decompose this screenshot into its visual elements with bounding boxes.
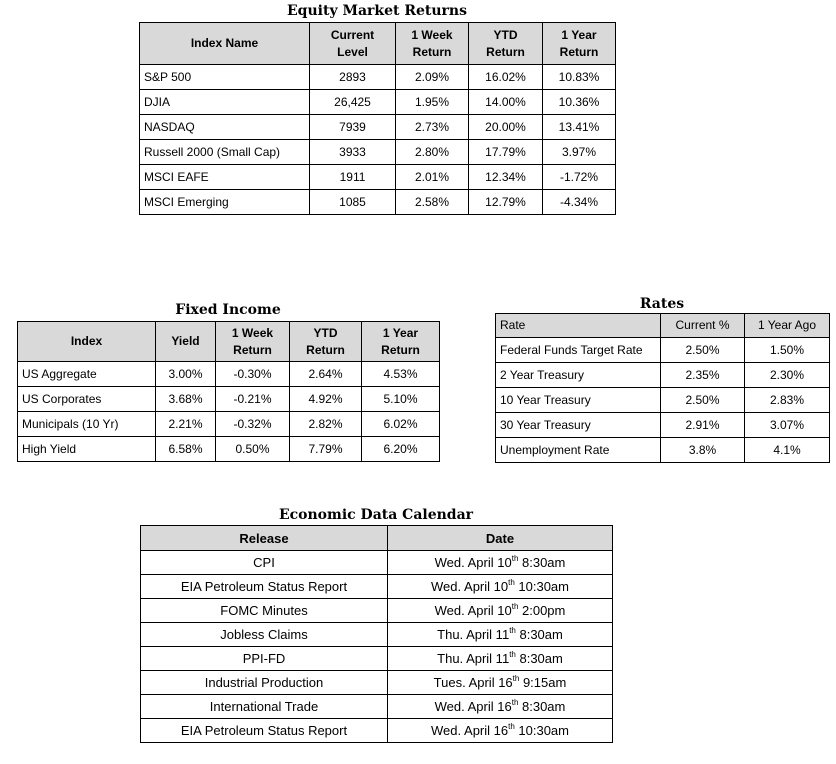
time-text: 8:30am [518, 555, 566, 570]
time-text: 8:30am [515, 651, 563, 666]
header-current: Current % [661, 314, 745, 338]
value-cell: 1.95% [396, 90, 469, 115]
value-cell: 3.97% [543, 140, 616, 165]
value-cell: -0.32% [216, 412, 290, 437]
value-cell: 2.82% [290, 412, 362, 437]
value-cell: 4.1% [745, 438, 830, 463]
table-row [140, 90, 616, 115]
header-1-year-return: 1 Year Return [543, 23, 616, 65]
value-cell: -1.72% [543, 165, 616, 190]
release-cell: Jobless Claims [141, 623, 388, 647]
value-cell: 12.79% [469, 190, 543, 215]
rates-table [495, 313, 830, 463]
index-name-cell: NASDAQ [140, 115, 310, 140]
value-cell: 6.02% [362, 412, 440, 437]
header-release: Release [141, 526, 388, 551]
value-cell: 14.00% [469, 90, 543, 115]
date-suffix: th [511, 697, 519, 707]
table-row [141, 719, 613, 743]
rates-title: Rates [639, 296, 685, 312]
date-cell [388, 623, 613, 647]
date-text: Thu. April 11 [437, 651, 510, 666]
value-cell: 4.53% [362, 362, 440, 387]
time-text: 2:00pm [518, 603, 566, 618]
value-cell: 7.79% [290, 437, 362, 462]
value-cell: 3.00% [156, 362, 216, 387]
date-suffix: th [511, 553, 519, 563]
time-text: 8:30am [515, 627, 563, 642]
index-cell: Municipals (10 Yr) [18, 412, 156, 437]
value-cell: 3933 [310, 140, 396, 165]
value-cell: 16.02% [469, 65, 543, 90]
table-row [141, 575, 613, 599]
value-cell: 6.58% [156, 437, 216, 462]
index-name-cell: MSCI EAFE [140, 165, 310, 190]
table-row [496, 438, 830, 463]
value-cell: 2.83% [745, 388, 830, 413]
fixed-income-title: Fixed Income [175, 302, 281, 318]
date-text: Wed. April 10 [431, 579, 509, 594]
table-row [141, 647, 613, 671]
date-suffix: th [508, 577, 515, 587]
value-cell: 2.09% [396, 65, 469, 90]
date-text: Tues. April 16 [433, 675, 513, 690]
value-cell: 2.91% [661, 413, 745, 438]
table-row [496, 338, 830, 363]
rate-name-cell: Unemployment Rate [496, 438, 661, 463]
table-row [18, 412, 440, 437]
table-row [18, 362, 440, 387]
value-cell: 0.50% [216, 437, 290, 462]
index-name-cell: Russell 2000 (Small Cap) [140, 140, 310, 165]
value-cell: 3.68% [156, 387, 216, 412]
index-cell: High Yield [18, 437, 156, 462]
header-1-week-return: 1 Week Return [396, 23, 469, 65]
value-cell: 7939 [310, 115, 396, 140]
value-cell: 3.07% [745, 413, 830, 438]
table-row [140, 140, 616, 165]
header-current-level: Current Level [310, 23, 396, 65]
calendar-title: Economic Data Calendar [278, 507, 474, 523]
header-1-year-ago: 1 Year Ago [745, 314, 830, 338]
rate-name-cell: 10 Year Treasury [496, 388, 661, 413]
release-cell: CPI [141, 551, 388, 575]
index-name-cell: MSCI Emerging [140, 190, 310, 215]
release-cell: EIA Petroleum Status Report [141, 719, 388, 743]
date-text: Wed. April 16 [434, 699, 512, 714]
value-cell: -0.30% [216, 362, 290, 387]
release-cell: Industrial Production [141, 671, 388, 695]
value-cell: 2.64% [290, 362, 362, 387]
table-row [141, 623, 613, 647]
release-cell: PPI-FD [141, 647, 388, 671]
date-suffix: th [509, 649, 516, 659]
value-cell: 5.10% [362, 387, 440, 412]
table-row [140, 190, 616, 215]
date-cell [388, 647, 613, 671]
value-cell: 13.41% [543, 115, 616, 140]
time-text: 9:15am [519, 675, 567, 690]
value-cell: 20.00% [469, 115, 543, 140]
time-text: 10:30am [514, 723, 569, 738]
header-1-week-return: 1 Week Return [216, 322, 290, 362]
index-cell: US Corporates [18, 387, 156, 412]
date-suffix: th [511, 601, 519, 611]
value-cell: 26,425 [310, 90, 396, 115]
value-cell: 1911 [310, 165, 396, 190]
index-name-cell: S&P 500 [140, 65, 310, 90]
date-text: Wed. April 10 [434, 555, 512, 570]
value-cell: 2.35% [661, 363, 745, 388]
value-cell: -4.34% [543, 190, 616, 215]
table-row [141, 551, 613, 575]
value-cell: 6.20% [362, 437, 440, 462]
header-index-name: Index Name [140, 23, 310, 65]
date-cell [388, 719, 613, 743]
release-cell: International Trade [141, 695, 388, 719]
table-row [141, 599, 613, 623]
date-cell [388, 695, 613, 719]
date-suffix: th [512, 673, 520, 683]
index-cell: US Aggregate [18, 362, 156, 387]
table-row [18, 387, 440, 412]
value-cell: 3.8% [661, 438, 745, 463]
date-text: Thu. April 11 [437, 627, 510, 642]
header-1-year-return: 1 Year Return [362, 322, 440, 362]
table-row [141, 671, 613, 695]
table-row [140, 165, 616, 190]
value-cell: 4.92% [290, 387, 362, 412]
value-cell: 2.01% [396, 165, 469, 190]
index-name-cell: DJIA [140, 90, 310, 115]
value-cell: 2.21% [156, 412, 216, 437]
date-suffix: th [509, 625, 516, 635]
table-row [496, 413, 830, 438]
header-ytd-return: YTD Return [290, 322, 362, 362]
date-cell [388, 551, 613, 575]
date-suffix: th [508, 721, 515, 731]
value-cell: 2.58% [396, 190, 469, 215]
value-cell: 1.50% [745, 338, 830, 363]
value-cell: 2.73% [396, 115, 469, 140]
release-cell: EIA Petroleum Status Report [141, 575, 388, 599]
table-row [140, 115, 616, 140]
header-index: Index [18, 322, 156, 362]
value-cell: 1085 [310, 190, 396, 215]
date-cell [388, 671, 613, 695]
value-cell: 2.50% [661, 338, 745, 363]
value-cell: 2.30% [745, 363, 830, 388]
value-cell: 10.83% [543, 65, 616, 90]
value-cell: 2.80% [396, 140, 469, 165]
rate-name-cell: Federal Funds Target Rate [496, 338, 661, 363]
fixed-income-table [17, 321, 440, 462]
time-text: 8:30am [518, 699, 566, 714]
value-cell: 2893 [310, 65, 396, 90]
equity-table [139, 22, 616, 215]
header-yield: Yield [156, 322, 216, 362]
value-cell: 17.79% [469, 140, 543, 165]
header-ytd-return: YTD Return [469, 23, 543, 65]
value-cell: 2.50% [661, 388, 745, 413]
rate-name-cell: 30 Year Treasury [496, 413, 661, 438]
table-row [140, 65, 616, 90]
calendar-table [140, 525, 613, 743]
table-row [18, 437, 440, 462]
header-date: Date [388, 526, 613, 551]
value-cell: 10.36% [543, 90, 616, 115]
time-text: 10:30am [514, 579, 569, 594]
date-cell [388, 599, 613, 623]
table-row [496, 363, 830, 388]
table-row [496, 388, 830, 413]
value-cell: 12.34% [469, 165, 543, 190]
release-cell: FOMC Minutes [141, 599, 388, 623]
date-cell [388, 575, 613, 599]
value-cell: -0.21% [216, 387, 290, 412]
header-rate: Rate [496, 314, 661, 338]
equity-title: Equity Market Returns [287, 3, 467, 19]
date-text: Wed. April 16 [431, 723, 509, 738]
rate-name-cell: 2 Year Treasury [496, 363, 661, 388]
table-row [141, 695, 613, 719]
date-text: Wed. April 10 [434, 603, 512, 618]
